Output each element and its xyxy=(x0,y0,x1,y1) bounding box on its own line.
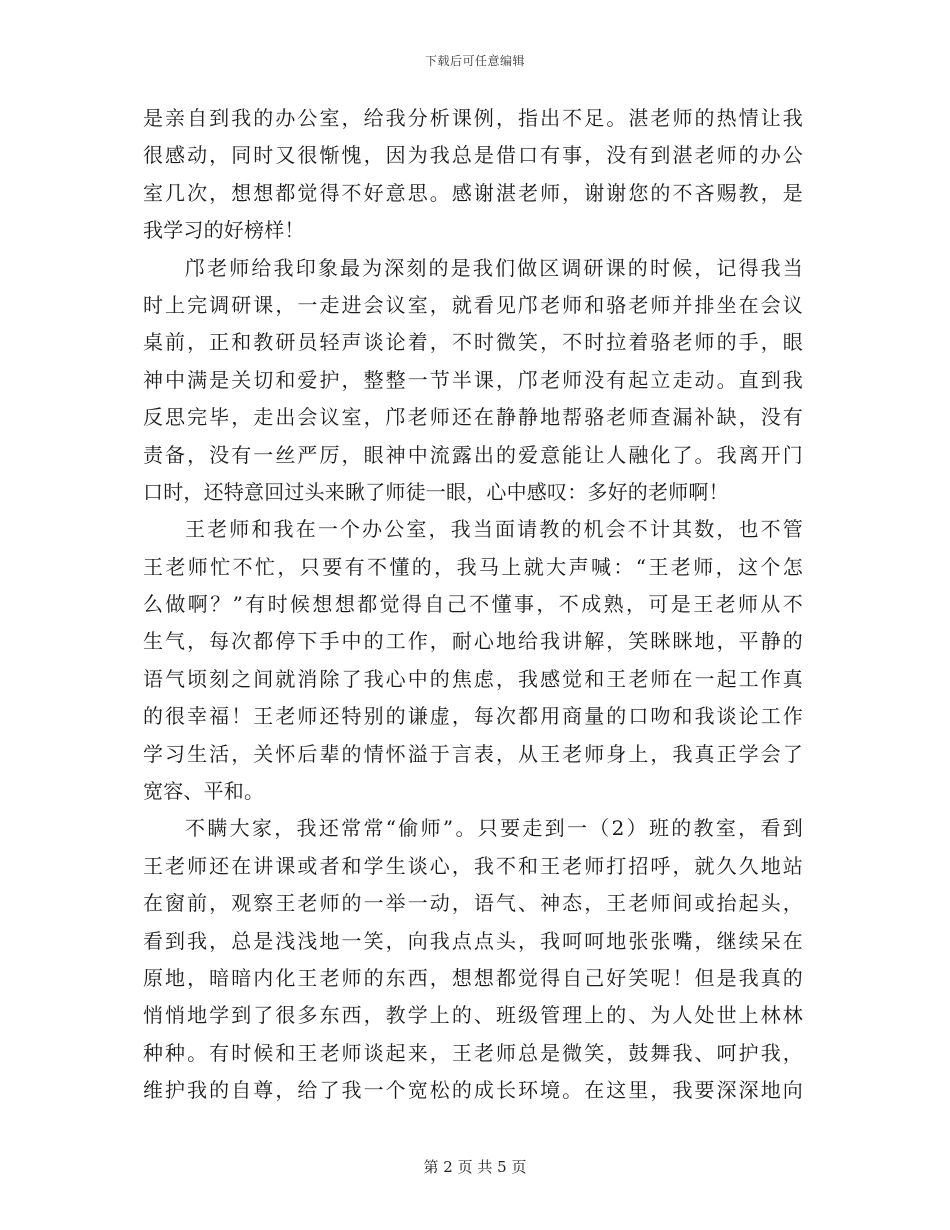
text-line: 王老师和我在一个办公室，我当面请教的机会不计其数，也不管 xyxy=(185,517,803,542)
text-line: 神中满是关切和爱护，整整一节半课，邝老师没有起立走动。直到我 xyxy=(143,367,803,392)
text-line: 看到我，总是浅浅地一笑，向我点点头，我呵呵地张张嘴，继续呆在 xyxy=(143,928,803,953)
text-line: 学习生活，关怀后辈的情怀溢于言表，从王老师身上，我真正学会了 xyxy=(143,741,803,766)
text-line: 室几次，想想都觉得不好意思。感谢湛老师，谢谢您的不吝赐教，是 xyxy=(143,180,803,205)
paragraph-3 xyxy=(143,511,803,810)
text-line: 的很幸福！王老师还特别的谦虚，每次都用商量的口吻和我谈论工作 xyxy=(143,704,803,729)
text-line: 王老师还在讲课或者和学生谈心，我不和王老师打招呼，就久久地站 xyxy=(143,853,803,878)
page-number-footer: 第 2 页 共 5 页 xyxy=(423,1158,527,1176)
text-line: 邝老师给我印象最为深刻的是我们做区调研课的时候，记得我当 xyxy=(185,255,803,280)
text-line: 生气，每次都停下手中的工作，耐心地给我讲解，笑眯眯地，平静的 xyxy=(143,629,803,654)
paragraph-4 xyxy=(143,810,803,1109)
text-line: 悄悄地学到了很多东西，教学上的、班级管理上的、为人处世上林林 xyxy=(143,1003,803,1028)
text-line: 我学习的好榜样！ xyxy=(143,218,305,243)
text-line: 王老师忙不忙，只要有不懂的，我马上就大声喊：“王老师，这个怎 xyxy=(143,554,803,579)
text-line: 反思完毕，走出会议室，邝老师还在静静地帮骆老师查漏补缺，没有 xyxy=(143,405,803,430)
paragraph-2 xyxy=(143,250,803,512)
text-line: 桌前，正和教研员轻声谈论着，不时微笑，不时拉着骆老师的手，眼 xyxy=(143,330,803,355)
text-line: 维护我的自尊，给了我一个宽松的成长环境。在这里，我要深深地向 xyxy=(143,1078,803,1103)
text-line: 宽容、平和。 xyxy=(143,779,265,804)
document-body xyxy=(143,100,803,1110)
text-line: 种种。有时候和王老师谈起来，王老师总是微笑，鼓舞我、呵护我， xyxy=(143,1040,803,1065)
text-line: 不瞒大家，我还常常“偷师”。只要走到一（2）班的教室，看到 xyxy=(185,816,803,841)
text-line: 语气顷刻之间就消除了我心中的焦虑，我感觉和王老师在一起工作真 xyxy=(143,666,803,691)
text-line: 么做啊？”有时候想想都觉得自己不懂事，不成熟，可是王老师从不 xyxy=(143,592,803,617)
text-line: 责备，没有一丝严厉，眼神中流露出的爱意能让人融化了。我离开门 xyxy=(143,442,803,467)
text-line: 时上完调研课，一走进会议室，就看见邝老师和骆老师并排坐在会议 xyxy=(143,292,803,317)
text-line: 口时，还特意回过头来瞅了师徒一眼，心中感叹：多好的老师啊！ xyxy=(143,479,729,504)
text-line: 是亲自到我的办公室，给我分析课例，指出不足。湛老师的热情让我 xyxy=(143,106,803,130)
text-line: 很感动，同时又很惭愧，因为我总是借口有事，没有到湛老师的办公 xyxy=(143,143,803,168)
page-header-note: 下载后可任意编辑 xyxy=(424,54,525,68)
paragraph-1 xyxy=(143,100,803,250)
text-line: 在窗前，观察王老师的一举一动，语气、神态，王老师间或抬起头， xyxy=(143,891,803,916)
text-line: 原地，暗暗内化王老师的东西，想想都觉得自己好笑呢！但是我真的 xyxy=(143,965,803,990)
